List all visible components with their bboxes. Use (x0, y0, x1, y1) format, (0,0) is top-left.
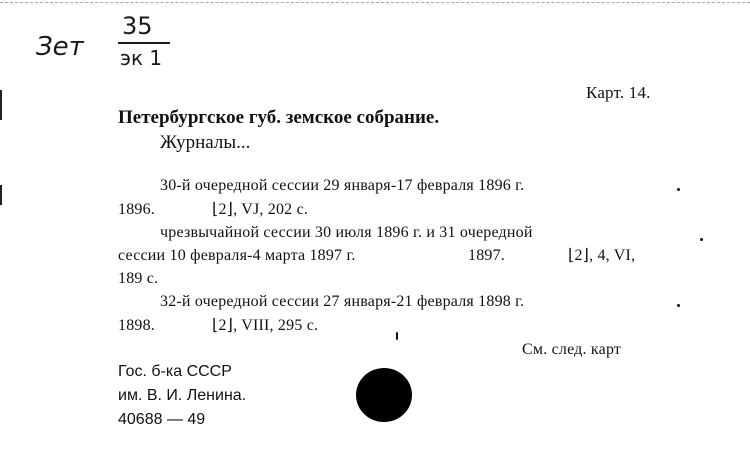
library-line: им. В. И. Ленина. (118, 387, 247, 404)
handwritten-code: Зет (36, 32, 84, 62)
entry-2-line: сессии 10 февраля-4 марта 1897 г. (118, 247, 356, 264)
entry-1-year: 1896. (118, 201, 155, 218)
see-next-note: См. след. карт (522, 341, 622, 358)
entry-2-line: чрезвычайной сессии 30 июля 1896 г. и 31 очередной (160, 224, 533, 241)
entry-2-year: 1897. (468, 247, 505, 264)
scan-edge (0, 2, 750, 6)
entry-3-year: 1898. (118, 317, 155, 334)
scan-mark (0, 90, 2, 120)
entry-1-shelf: ⌊2⌋, VJ, 202 с. (212, 201, 309, 218)
library-line: Гос. б-ка СССР (118, 363, 232, 380)
scan-speck (677, 304, 680, 307)
card-subtitle: Журналы... (160, 132, 251, 153)
entry-1-line: 30-й очередной сессии 29 января-17 февраля 1896 г. (160, 177, 525, 194)
entry-2-shelf: ⌊2⌋, 4, VI, (568, 247, 636, 264)
card-title: Петербургское губ. земское собрание. (118, 107, 440, 128)
entry-3-line: 32-й очередной сессии 27 января-21 февраля 1898 г. (160, 293, 525, 310)
scan-speck (396, 332, 398, 340)
handwritten-denominator: эк 1 (120, 46, 163, 70)
entry-2-pages: 189 с. (118, 270, 159, 287)
scan-speck (677, 188, 680, 191)
handwritten-numerator: 35 (122, 12, 153, 40)
fraction-line (118, 42, 170, 44)
punch-hole (356, 368, 412, 422)
card-number: Карт. 14. (586, 83, 651, 102)
library-number: 40688 — 49 (118, 411, 206, 428)
scan-speck (700, 238, 703, 241)
entry-3-shelf: ⌊2⌋, VIII, 295 с. (212, 317, 319, 334)
scan-mark (0, 185, 2, 205)
